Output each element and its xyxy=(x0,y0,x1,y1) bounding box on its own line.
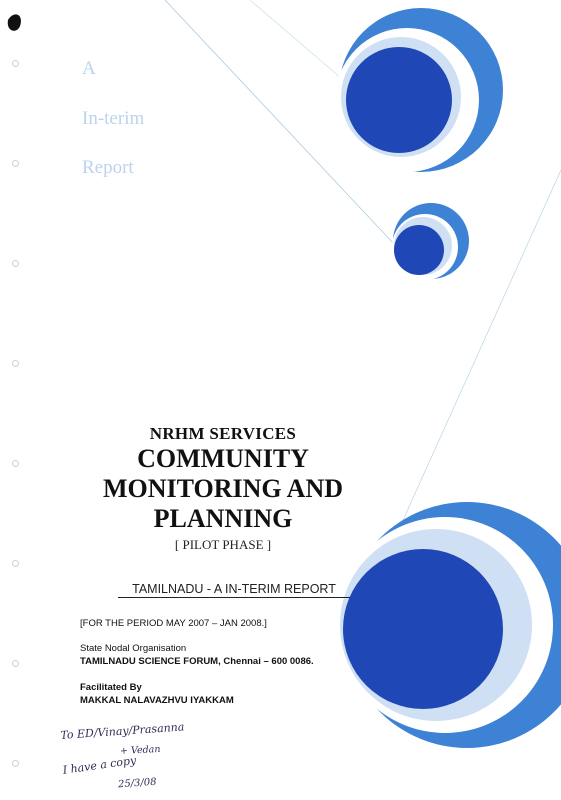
side-title-line-3: Report xyxy=(82,157,134,178)
report-line: TAMILNADU - A IN-TERIM REPORT xyxy=(118,582,350,598)
punch-hole xyxy=(12,760,19,767)
main-title-line-2: MONITORING AND xyxy=(102,474,344,503)
nodal-organisation: TAMILNADU SCIENCE FORUM, Chennai – 600 0086. xyxy=(80,656,314,667)
report-heading: NRHM SERVICES xyxy=(149,424,297,443)
handwritten-note-line-1: To ED/Vinay/Prasanna xyxy=(60,720,185,742)
punch-hole xyxy=(12,660,19,667)
side-title-line-1: A xyxy=(82,58,96,79)
punch-hole xyxy=(12,60,19,67)
punch-hole xyxy=(12,360,19,367)
ink-mark xyxy=(8,14,21,30)
handwritten-note-line-3: I have a copy xyxy=(62,753,137,777)
main-title-line-1: COMMUNITY xyxy=(137,444,309,473)
ring-bottom xyxy=(337,502,561,748)
main-title-line-3: PLANNING xyxy=(153,504,293,533)
ring-middle xyxy=(392,203,469,280)
punch-hole xyxy=(12,260,19,267)
report-period: [FOR THE PERIOD MAY 2007 – JAN 2008.] xyxy=(80,618,267,629)
report-subtitle: [ PILOT PHASE ] xyxy=(174,537,272,552)
report-main-title xyxy=(88,444,358,534)
facilitated-label: Facilitated By xyxy=(80,682,142,693)
nodal-label: State Nodal Organisation xyxy=(80,643,187,654)
punch-hole xyxy=(12,560,19,567)
handwritten-note-line-2: + Vedan xyxy=(119,743,161,758)
side-title-line-2: In-terim xyxy=(82,108,145,129)
punch-hole xyxy=(12,460,19,467)
ring-top xyxy=(335,8,503,172)
facilitator-name: MAKKAL NALAVAZHVU IYAKKAM xyxy=(80,695,234,706)
punch-hole xyxy=(12,160,19,167)
handwritten-note-date: 25/3/08 xyxy=(117,776,157,791)
